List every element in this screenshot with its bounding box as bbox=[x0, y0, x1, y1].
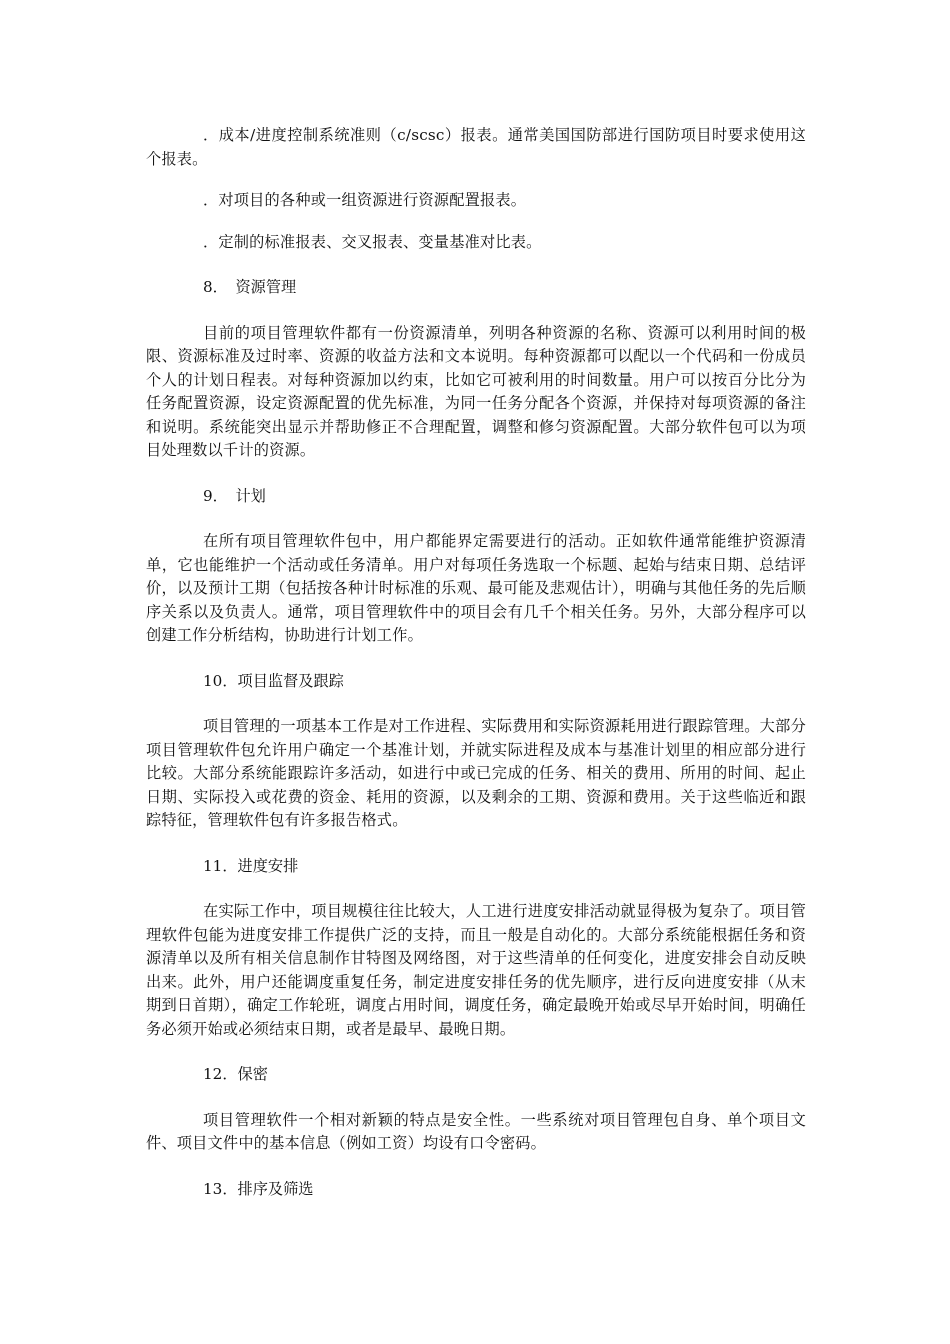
section-heading-scheduling: 11．进度安排 bbox=[203, 856, 299, 875]
section-heading-monitoring-tracking: 10．项目监督及跟踪 bbox=[203, 671, 344, 690]
paragraph-scheduling: 在实际工作中，项目规模往往比较大，人工进行进度安排活动就显得极为复杂了。项目管理软件包能为进度安排工作提供广泛的支持，而且一般是自动化的。大部分系统能根据任务和资源清单以及所有相关信息制作甘特图及网络图，对于这些清单的任何变化，进度安排会自动反映出来。此外，用户还能调度重复任务，制定进度安排任务的优先顺序，进行反向进度安排（从末期到日首期），确定工作轮班，调度占用时间，调度任务，确定最晚开始或尽早开始时间，明确任务必须开始或必须结束日期，或者是最早、最晚日期。 bbox=[146, 902, 806, 1038]
paragraph-planning: 在所有项目管理软件包中，用户都能界定需要进行的活动。正如软件通常能维护资源清单，它也能维护一个活动或任务清单。用户对每项任务选取一个标题、起始与结束日期、总结评价，以及预计工期（包括按各种计时标准的乐观、最可能及悲观估计），明确与其他任务的先后顺序关系以及负责人。通常，项目管理软件中的项目会有几千个相关任务。另外，大部分程序可以创建工作分析结构，协助进行计划工作。 bbox=[146, 532, 806, 644]
document-page bbox=[146, 124, 806, 1223]
bullet-custom-reports: ．定制的标准报表、交叉报表、变量基准对比表。 bbox=[203, 232, 542, 251]
section-heading-resource-management: 8． 资源管理 bbox=[203, 278, 297, 296]
paragraph-resource-management: 目前的项目管理软件都有一份资源清单，列明各种资源的名称、资源可以利用时间的极限、资源标准及过时率、资源的收益方法和文本说明。每种资源都可以配以一个代码和一份成员个人的计划日程表。对每种资源加以约束，比如它可被利用的时间数量。用户可以按百分比分为任务配置资源，设定资源配置的优先标准，为同一任务分配各个资源，并保持对每项资源的备注和说明。系统能突出显示并帮助修正不合理配置，调整和修匀资源配置。大部分软件包可以为项目处理数以千计的资源。 bbox=[146, 323, 806, 459]
section-heading-security: 12．保密 bbox=[203, 1065, 268, 1083]
section-heading-sorting-filtering: 13．排序及筛选 bbox=[203, 1179, 314, 1198]
section-heading-planning: 9． 计划 bbox=[203, 486, 266, 505]
bullet-resource-allocation-report: ．对项目的各种或一组资源进行资源配置报表。 bbox=[203, 191, 527, 209]
paragraph-security: 项目管理软件一个相对新颖的特点是安全性。一些系统对项目管理包自身、单个项目文件、项目文件中的基本信息（例如工资）均设有口令密码。 bbox=[146, 1110, 806, 1152]
paragraph-monitoring-tracking: 项目管理的一项基本工作是对工作进程、实际费用和实际资源耗用进行跟踪管理。大部分项目管理软件包允许用户确定一个基准计划，并就实际进程及成本与基准计划里的相应部分进行比较。大部分系统能跟踪许多活动，如进行中或已完成的任务、相关的费用、所用的时间、起止日期、实际投入或花费的资金、耗用的资源，以及剩余的工期、资源和费用。关于这些临近和跟踪特征，管理软件包有许多报告格式。 bbox=[146, 717, 806, 829]
bullet-cost-schedule-report: ．成本/进度控制系统准则（c/scsc）报表。通常美国国防部进行国防项目时要求使用这个报表。 bbox=[146, 126, 806, 168]
